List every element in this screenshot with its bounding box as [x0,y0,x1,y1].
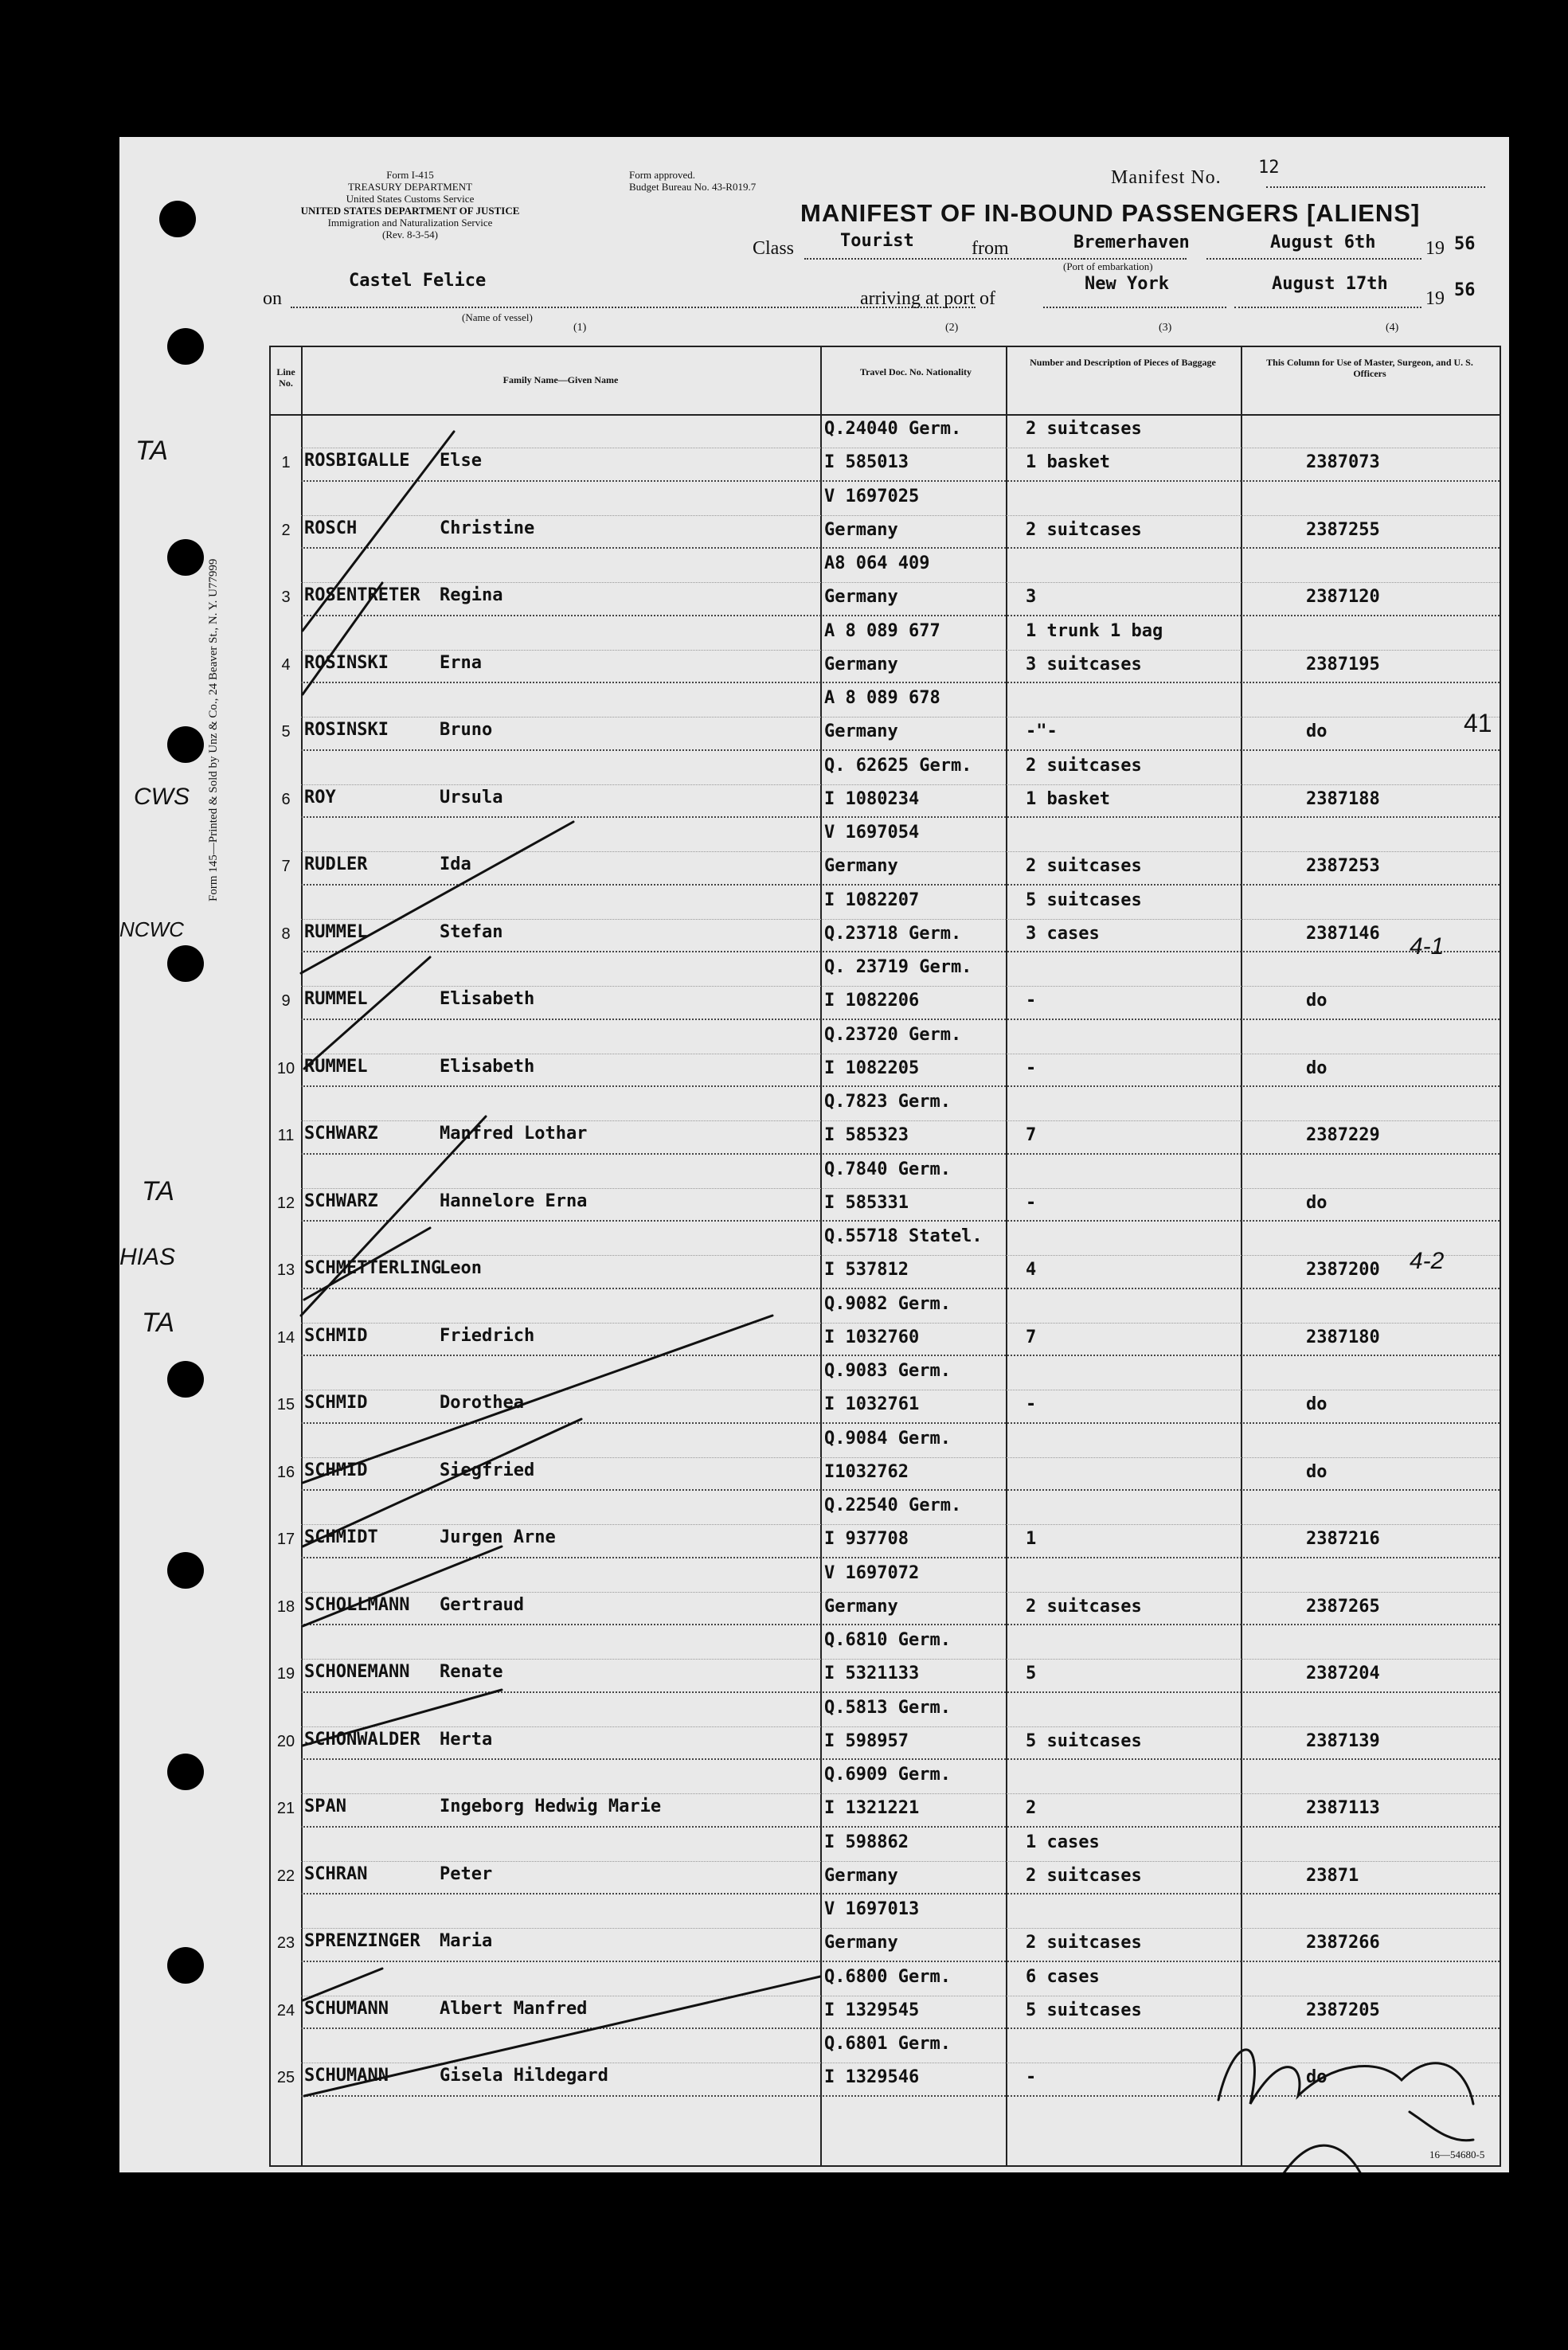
line-number: 20 [276,1732,295,1750]
travel-doc-line2: Q.23718 Germ. [824,923,962,944]
travel-doc-line2: I 585323 [824,1125,909,1145]
travel-doc-line2: I1032762 [824,1461,909,1482]
given-name: Siegfried [440,1460,535,1480]
class-value: Tourist [840,231,914,251]
travel-doc-line2: Germany [824,519,898,540]
family-name: RUMMEL [304,989,368,1009]
family-name: SCHMETTERLING [304,1258,442,1278]
baggage-line2: 7 [1026,1327,1037,1347]
revision: (Rev. 8-3-54) [382,229,438,240]
baggage-line1: 1 cases [1026,1832,1100,1852]
line-number: 25 [276,2069,295,2086]
travel-doc-line1: Q.7840 Germ. [824,1159,951,1179]
travel-doc-line1: Q.5813 Germ. [824,1697,951,1718]
line-number: 10 [276,1059,295,1077]
baggage-line1: 6 cases [1026,1966,1100,1987]
arrival-year: 56 [1454,280,1476,300]
officer-number: 2387113 [1306,1798,1380,1818]
line-number: 8 [281,925,291,943]
travel-doc-line2: Germany [824,856,898,876]
customs-service: United States Customs Service [346,193,475,205]
baggage-line2: 7 [1026,1125,1037,1145]
family-name: ROSINSKI [304,720,389,740]
family-name: SCHWARZ [304,1124,378,1144]
baggage-line2: - [1026,1192,1037,1213]
officer-number: 2387188 [1306,788,1380,809]
budget-bureau: Budget Bureau No. 43-R019.7 [629,181,757,193]
travel-doc-line2: Germany [824,587,898,607]
travel-doc-line2: I 1082205 [824,1058,920,1078]
given-name: Hannelore Erna [440,1191,588,1211]
family-name: SCHOLLMANN [304,1594,410,1615]
given-name: Manfred Lothar [440,1124,588,1144]
arrival-port: New York [1085,274,1169,294]
line-number: 16 [276,1463,295,1481]
baggage-line2: - [1026,2067,1037,2087]
depart-year-prefix: 19 [1425,238,1445,259]
line-number: 5 [281,723,291,741]
given-name: Albert Manfred [440,1998,588,2019]
annotation-cws: CWS [134,784,190,810]
footer-code: 16—54680-5 [1429,2149,1485,2160]
officer-number: 2387266 [1306,1933,1380,1953]
officer-number: do [1306,721,1328,741]
given-name: Jurgen Arne [440,1527,556,1547]
officer-number: 2387139 [1306,1730,1380,1751]
given-name: Erna [440,652,482,673]
given-name: Gertraud [440,1594,524,1615]
family-name: ROSBIGALLE [304,451,410,471]
travel-doc-line1: Q. 62625 Germ. [824,755,972,776]
annotation-41: 41 [1464,709,1492,737]
line-number: 7 [281,858,291,875]
travel-doc-line2: I 598957 [824,1730,909,1751]
officer-number: do [1306,1192,1328,1213]
line-number: 14 [276,1328,295,1347]
col-4-number: (4) [1386,322,1399,334]
annotation-row13-mark: 4-2 [1410,1248,1445,1274]
family-name: SCHMID [304,1460,368,1480]
travel-doc-line1: Q.6801 Germ. [824,2034,951,2054]
line-number: 13 [276,1261,295,1279]
family-name: SCHMIDT [304,1527,378,1547]
manifest-number: 12 [1258,158,1280,178]
line-number: 12 [276,1194,295,1212]
travel-doc-line1: Q.55718 Statel. [824,1226,983,1246]
baggage-line1: 1 trunk 1 bag [1026,620,1163,641]
arrival-date: August 17th [1272,274,1388,294]
given-name: Elisabeth [440,1056,535,1077]
baggage-line2: - [1026,991,1037,1011]
travel-doc-line2: Germany [824,721,898,741]
given-name: Peter [440,1863,493,1884]
given-name: Gisela Hildegard [440,2066,608,2086]
family-name: SCHMID [304,1393,368,1413]
baggage-line2: 2 suitcases [1026,1865,1142,1886]
travel-doc-line1: I 1082207 [824,890,920,910]
baggage-line2: 1 basket [1026,788,1110,809]
annotation-hias: HIAS [119,1244,176,1270]
given-name: Friedrich [440,1325,535,1346]
line-number: 11 [277,1127,295,1144]
travel-doc-line2: Germany [824,1596,898,1617]
officer-number: do [1306,1058,1328,1078]
family-name: SCHWARZ [304,1191,378,1211]
manifest-page [119,137,1509,2172]
line-number: 2 [281,521,291,539]
given-name: Stefan [440,921,503,942]
line-number: 22 [276,1867,295,1885]
baggage-line1: 2 suitcases [1026,419,1142,439]
officer-number: do [1306,991,1328,1011]
baggage-line2: 2 suitcases [1026,1596,1142,1617]
officer-number: 2387120 [1306,587,1380,607]
officer-number: 2387073 [1306,452,1380,472]
handwritten-strokes [119,137,1509,2172]
travel-doc-line2: Germany [824,1933,898,1953]
travel-doc-line2: I 1321221 [824,1798,920,1818]
officer-number: 2387255 [1306,519,1380,540]
family-name: ROSENTRETER [304,585,420,605]
family-name: SPRENZINGER [304,1931,420,1951]
travel-doc-line1: Q.9084 Germ. [824,1428,951,1449]
travel-doc-line1: I 598862 [824,1832,909,1852]
travel-doc-line1: Q.23720 Germ. [824,1024,962,1045]
line-number: 23 [276,1934,295,1952]
given-name: Regina [440,585,503,605]
baggage-line2: 1 [1026,1529,1037,1549]
officer-number: 2387216 [1306,1529,1380,1549]
travel-doc-line2: I 1082206 [824,991,920,1011]
baggage-line2: 3 suitcases [1026,654,1142,675]
travel-doc-line1: Q.6810 Germ. [824,1630,951,1650]
travel-doc-line1: Q.7823 Germ. [824,1092,951,1112]
justice-dept: UNITED STATES DEPARTMENT OF JUSTICE [300,205,520,217]
arrival-year-prefix: 19 [1425,288,1445,309]
officer-number: 2387229 [1306,1125,1380,1145]
travel-doc-line1: V 1697025 [824,486,920,506]
baggage-line2: 5 suitcases [1026,1730,1142,1751]
header-officers: This Column for Use of Master, Surgeon, and U. S. Officers [1266,357,1473,379]
family-name: SCHRAN [304,1863,368,1884]
given-name: Elisabeth [440,989,535,1009]
travel-doc-line2: Germany [824,1865,898,1886]
port-embarkation: Bremerhaven [1073,233,1190,252]
family-name: RUDLER [304,854,368,874]
baggage-line2: 3 cases [1026,923,1100,944]
line-number: 24 [276,2001,295,2020]
baggage-line2: 1 basket [1026,452,1110,472]
vessel-name: Castel Felice [349,271,487,291]
arriving-label: arriving at port of [860,288,995,309]
line-number: 17 [276,1531,295,1548]
given-name: Ida [440,854,471,874]
travel-doc-line1: Q.9083 Germ. [824,1361,951,1381]
annotation-ta-3: TA [142,1308,174,1338]
given-name: Dorothea [440,1393,524,1413]
officer-number: 2387265 [1306,1596,1380,1617]
baggage-line2: 2 suitcases [1026,1933,1142,1953]
annotation-row8-mark: 4-1 [1410,933,1445,960]
travel-doc-line2: I 5321133 [824,1664,920,1683]
family-name: SCHMID [304,1325,368,1346]
page-title: MANIFEST OF IN-BOUND PASSENGERS [ALIENS] [800,199,1421,227]
officer-number: 2387253 [1306,856,1380,876]
baggage-line2: 2 suitcases [1026,856,1142,876]
line-number: 19 [276,1665,295,1683]
travel-doc-line2: I 1329545 [824,2000,920,2020]
travel-doc-line2: Germany [824,654,898,675]
baggage-line2: 3 [1026,587,1037,607]
given-name: Ingeborg Hedwig Marie [440,1797,662,1816]
baggage-line2: -"- [1026,721,1058,741]
travel-doc-line1: A 8 089 678 [824,688,940,708]
header-name: Family Name—Given Name [502,374,619,385]
officer-number: do [1306,1461,1328,1482]
officer-number: 2387204 [1306,1664,1380,1683]
baggage-line2: - [1026,1058,1037,1078]
line-number: 21 [276,1800,295,1817]
family-name: SCHUMANN [304,2066,389,2086]
col-2-number: (2) [945,322,959,334]
family-name: ROSINSKI [304,652,389,673]
travel-doc-line1: Q.22540 Germ. [824,1496,962,1515]
annotation-ta-2: TA [142,1176,174,1206]
given-name: Maria [440,1931,493,1951]
travel-doc-line2: I 537812 [824,1260,909,1280]
from-label: from [972,238,1009,259]
family-name: ROSCH [304,518,358,538]
header-baggage: Number and Description of Pieces of Baggage [1030,357,1216,368]
travel-doc-line2: I 1080234 [824,788,920,809]
treasury-dept: TREASURY DEPARTMENT [347,181,473,193]
printer-imprint: Form 145—Printed & Sold by Unz & Co., 24 Beaver St., N. Y. U77999 [207,558,220,901]
line-number: 6 [281,790,291,808]
travel-doc-line1: Q.6800 Germ. [824,1966,951,1987]
travel-doc-line1: V 1697072 [824,1562,920,1583]
travel-doc-line1: A8 064 409 [824,553,930,573]
given-name: Ursula [440,787,503,807]
baggage-line2: 5 [1026,1664,1037,1683]
baggage-line2: 5 suitcases [1026,2000,1142,2020]
family-name: SCHONWALDER [304,1729,420,1750]
officer-number: do [1306,1394,1328,1414]
officer-number: 2387180 [1306,1327,1380,1347]
officer-number: 2387200 [1306,1260,1380,1280]
given-name: Herta [440,1729,493,1750]
line-number: 18 [276,1597,295,1616]
on-label: on [263,288,282,309]
officer-number: do [1306,2067,1328,2087]
form-approved: Form approved. [629,169,696,181]
port-embark-caption: (Port of embarkation) [1063,260,1153,272]
officer-number: 2387195 [1306,654,1380,675]
family-name: ROY [304,787,336,807]
form-number: Form I-415 [386,169,434,181]
ins-service: Immigration and Naturalization Service [327,217,493,229]
baggage-line2: - [1026,1394,1037,1414]
travel-doc-line1: A 8 089 677 [824,620,940,641]
col-1-number: (1) [573,322,587,334]
header-line-no: Line No. [276,366,295,389]
family-name: SCHONEMANN [304,1662,410,1682]
depart-year: 56 [1454,234,1476,254]
officer-number: 2387146 [1306,923,1380,944]
header-travel-doc: Travel Doc. No. Nationality [859,366,972,377]
travel-doc-line2: I 1329546 [824,2067,920,2087]
given-name: Bruno [440,720,493,740]
family-name: SCHUMANN [304,1998,389,2019]
officer-number: 23871 [1306,1865,1359,1886]
depart-date: August 6th [1270,233,1376,252]
baggage-line1: 5 suitcases [1026,890,1142,910]
given-name: Christine [440,518,535,538]
line-number: 3 [281,588,291,606]
travel-doc-line1: Q.9082 Germ. [824,1293,951,1314]
line-number: 1 [281,454,291,471]
given-name: Leon [440,1258,482,1278]
line-number: 9 [281,992,291,1010]
family-name: RUMMEL [304,921,368,942]
travel-doc-line1: Q.24040 Germ. [824,419,962,439]
baggage-line2: 2 [1026,1798,1037,1818]
officer-number: 2387205 [1306,2000,1380,2020]
given-name: Else [440,451,482,471]
given-name: Renate [440,1662,503,1682]
annotation-ncwc: NCWC [119,917,184,941]
line-number: 15 [276,1396,295,1414]
manifest-number-label: Manifest No. [1111,167,1222,188]
travel-doc-line1: Q. 23719 Germ. [824,957,972,977]
travel-doc-line2: I 585013 [824,452,909,472]
class-label: Class [753,238,795,259]
travel-doc-line2: I 1032760 [824,1327,920,1347]
baggage-line2: 2 suitcases [1026,519,1142,540]
travel-doc-line1: V 1697054 [824,823,920,843]
col-3-number: (3) [1159,322,1172,334]
travel-doc-line1: Q.6909 Germ. [824,1765,951,1785]
travel-doc-line2: I 1032761 [824,1394,920,1414]
travel-doc-line2: I 937708 [824,1529,909,1549]
line-number: 4 [281,655,291,674]
baggage-line1: 2 suitcases [1026,755,1142,776]
family-name: RUMMEL [304,1056,368,1077]
baggage-line2: 4 [1026,1260,1037,1280]
travel-doc-line2: I 585331 [824,1192,909,1213]
family-name: SPAN [304,1797,346,1816]
vessel-caption: (Name of vessel) [462,311,533,323]
annotation-ta-1: TA [135,436,168,466]
travel-doc-line1: V 1697013 [824,1899,920,1919]
